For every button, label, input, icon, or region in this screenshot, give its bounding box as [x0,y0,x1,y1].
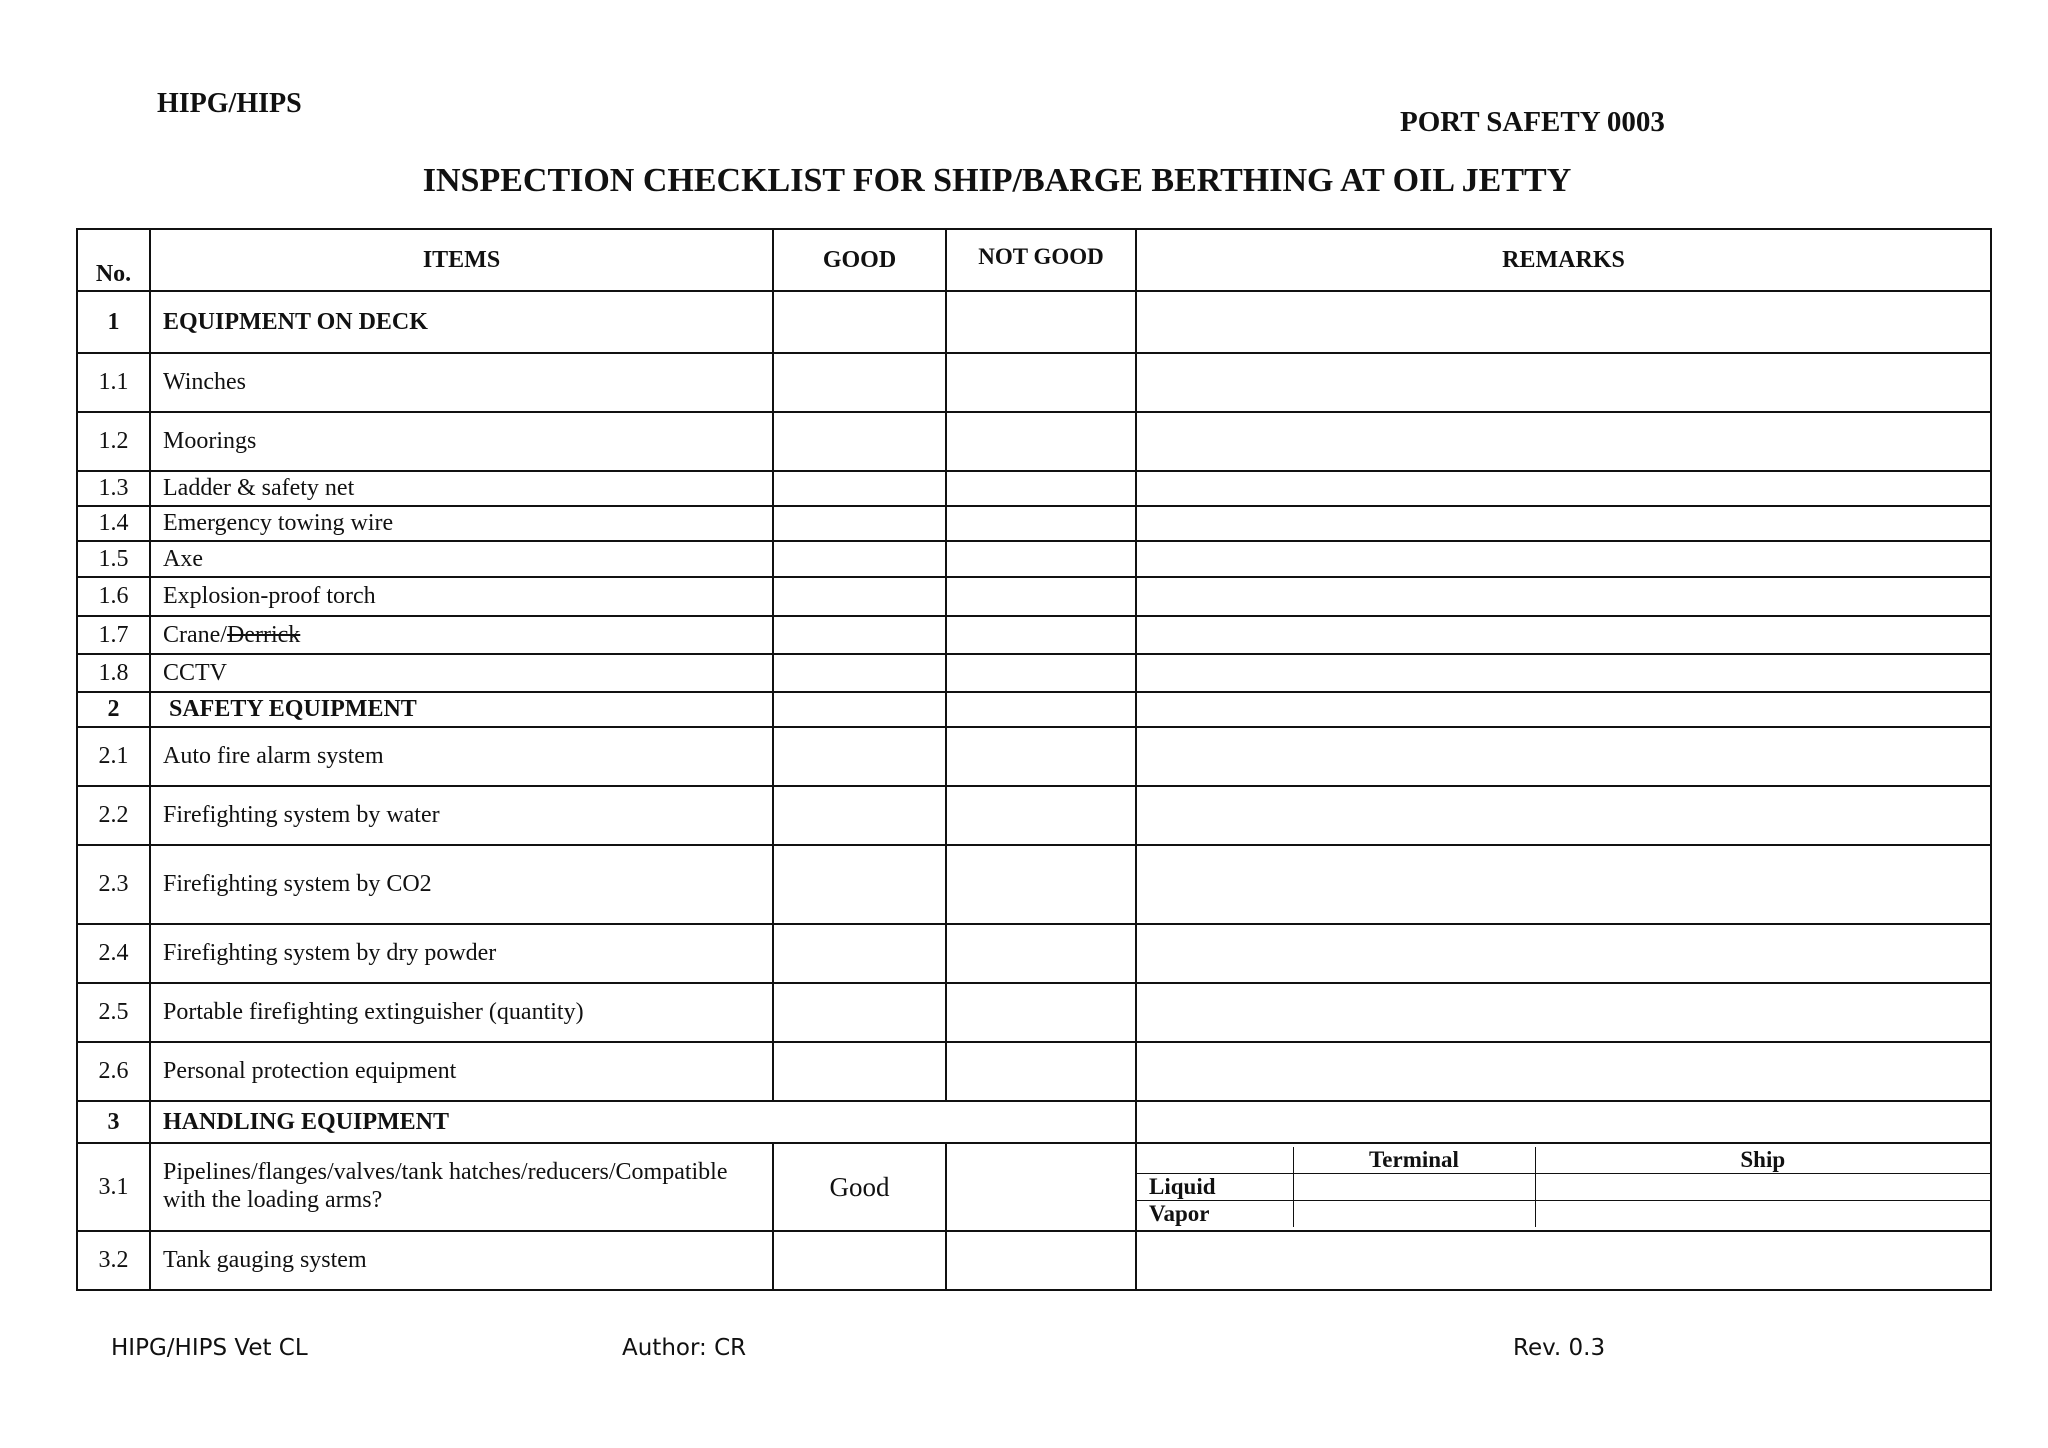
subtable-row-liquid [1137,1174,1990,1201]
item-label: Firefighting system by CO2 [150,845,773,924]
good-cell[interactable] [773,353,946,412]
remarks-cell[interactable] [1136,654,1991,692]
good-cell[interactable] [773,412,946,471]
good-cell[interactable] [773,1042,946,1101]
item-number: 2.3 [77,845,150,924]
not-good-cell[interactable] [946,616,1136,654]
remarks-cell[interactable] [1136,412,1991,471]
good-cell[interactable]: Good [773,1143,946,1231]
footer-doc-name: HIPG/HIPS Vet CL [111,1335,308,1361]
not-good-cell[interactable] [946,786,1136,845]
section-number: 3 [77,1101,150,1143]
item-number: 2.4 [77,924,150,983]
item-number: 1.7 [77,616,150,654]
good-cell[interactable] [773,471,946,506]
item-number: 1.4 [77,506,150,541]
not-good-cell[interactable] [946,1231,1136,1290]
good-cell[interactable] [773,1231,946,1290]
item-label: Firefighting system by water [150,786,773,845]
item-number: 1.1 [77,353,150,412]
item-number: 2.1 [77,727,150,786]
table-row [77,727,1991,786]
section-row [77,1101,1991,1143]
remarks-cell[interactable] [1136,577,1991,616]
section-row [77,692,1991,727]
item-label: Ladder & safety net [150,471,773,506]
section-number: 2 [77,692,150,727]
table-row [77,1042,1991,1101]
item-label: Emergency towing wire [150,506,773,541]
remarks-cell[interactable] [1136,471,1991,506]
item-label: Personal protection equipment [150,1042,773,1101]
not-good-cell[interactable] [946,692,1136,727]
good-cell[interactable] [773,291,946,353]
item-number: 1.2 [77,412,150,471]
item-label-struck: Derrick [226,621,301,648]
item-number: 1.5 [77,541,150,577]
subtable-header-terminal: Terminal [1293,1147,1535,1174]
subtable-blank-header [1137,1147,1293,1174]
not-good-cell[interactable] [946,353,1136,412]
table-row [77,654,1991,692]
remarks-cell [1136,1143,1991,1231]
remarks-cell[interactable] [1136,727,1991,786]
subtable-row-label: Liquid [1137,1174,1293,1201]
remarks-cell[interactable] [1136,692,1991,727]
item-number: 1.6 [77,577,150,616]
ship-vapor-cell[interactable] [1535,1201,1990,1228]
item-label: Auto fire alarm system [150,727,773,786]
section-title: HANDLING EQUIPMENT [150,1101,1136,1143]
item-label: Pipelines/flanges/valves/tank hatches/reducers/Compatible with the loading arms? [150,1143,773,1231]
not-good-cell[interactable] [946,471,1136,506]
not-good-cell[interactable] [946,654,1136,692]
item-label: Firefighting system by dry powder [150,924,773,983]
item-label: Crane/ [163,621,227,648]
table-row [77,983,1991,1042]
remarks-cell[interactable] [1136,291,1991,353]
not-good-cell[interactable] [946,845,1136,924]
column-header-no: No. [77,229,150,291]
checklist-table [76,228,1992,1291]
column-header-not-good: NOT GOOD [946,229,1136,291]
section-row [77,291,1991,353]
page-title: INSPECTION CHECKLIST FOR SHIP/BARGE BERTHING AT OIL JETTY [422,162,1572,199]
table-header-row [77,229,1991,291]
item-number: 2.5 [77,983,150,1042]
ship-liquid-cell[interactable] [1535,1174,1990,1201]
subtable-row-label: Vapor [1137,1201,1293,1228]
document-id: PORT SAFETY 0003 [1400,106,1665,138]
item-number: 3.2 [77,1231,150,1290]
item-number: 2.6 [77,1042,150,1101]
item-label: Axe [150,541,773,577]
not-good-cell[interactable] [946,412,1136,471]
footer-author: Author: CR [622,1335,747,1361]
good-cell[interactable] [773,541,946,577]
column-header-good: GOOD [773,229,946,291]
table-row [77,506,1991,541]
not-good-cell[interactable] [946,577,1136,616]
remarks-cell[interactable] [1136,786,1991,845]
good-cell[interactable] [773,506,946,541]
table-row [77,353,1991,412]
good-cell[interactable] [773,654,946,692]
good-cell[interactable] [773,786,946,845]
remarks-cell[interactable] [1136,353,1991,412]
not-good-cell[interactable] [946,506,1136,541]
column-header-items: ITEMS [150,229,773,291]
section-title: EQUIPMENT ON DECK [150,291,773,353]
item-label: Tank gauging system [150,1231,773,1290]
item-number: 3.1 [77,1143,150,1231]
good-cell[interactable] [773,616,946,654]
table-row [77,616,1991,654]
item-label: Winches [150,353,773,412]
good-cell[interactable] [773,983,946,1042]
remarks-cell[interactable] [1136,506,1991,541]
table-row [77,577,1991,616]
section-number: 1 [77,291,150,353]
good-cell[interactable] [773,577,946,616]
column-header-remarks: REMARKS [1136,229,1991,291]
not-good-cell[interactable] [946,291,1136,353]
table-row [77,412,1991,471]
not-good-cell[interactable] [946,1143,1136,1231]
table-row [77,1143,1991,1231]
not-good-cell[interactable] [946,924,1136,983]
item-label: Portable firefighting extinguisher (quantity) [150,983,773,1042]
subtable-row-vapor [1137,1201,1990,1228]
table-row [77,541,1991,577]
organization-name: HIPG/HIPS [157,88,302,119]
remarks-cell[interactable] [1136,1042,1991,1101]
not-good-cell[interactable] [946,983,1136,1042]
not-good-cell[interactable] [946,1042,1136,1101]
section-title: SAFETY EQUIPMENT [150,692,773,727]
item-label: Explosion-proof torch [150,577,773,616]
good-cell[interactable] [773,845,946,924]
remarks-subtable [1137,1147,1990,1227]
item-number: 2.2 [77,786,150,845]
remarks-cell[interactable] [1136,541,1991,577]
not-good-cell[interactable] [946,727,1136,786]
item-number: 1.8 [77,654,150,692]
table-row [77,1231,1991,1290]
table-row [77,471,1991,506]
footer-revision: Rev. 0.3 [1513,1335,1606,1361]
item-label: CCTV [150,654,773,692]
terminal-liquid-cell[interactable] [1293,1174,1535,1201]
terminal-vapor-cell[interactable] [1293,1201,1535,1228]
remarks-cell[interactable] [1136,924,1991,983]
table-row [77,924,1991,983]
remarks-cell[interactable] [1136,983,1991,1042]
subtable-header-ship: Ship [1535,1147,1990,1174]
table-row [77,786,1991,845]
item-label-cell [150,616,773,654]
good-cell[interactable] [773,924,946,983]
remarks-cell[interactable] [1136,1231,1991,1290]
table-row [77,845,1991,924]
good-cell[interactable] [773,692,946,727]
remarks-cell[interactable] [1136,616,1991,654]
not-good-cell[interactable] [946,541,1136,577]
item-label: Moorings [150,412,773,471]
remarks-cell[interactable] [1136,845,1991,924]
remarks-cell[interactable] [1136,1101,1991,1143]
good-cell[interactable] [773,727,946,786]
item-number: 1.3 [77,471,150,506]
subtable-header-row [1137,1147,1990,1174]
